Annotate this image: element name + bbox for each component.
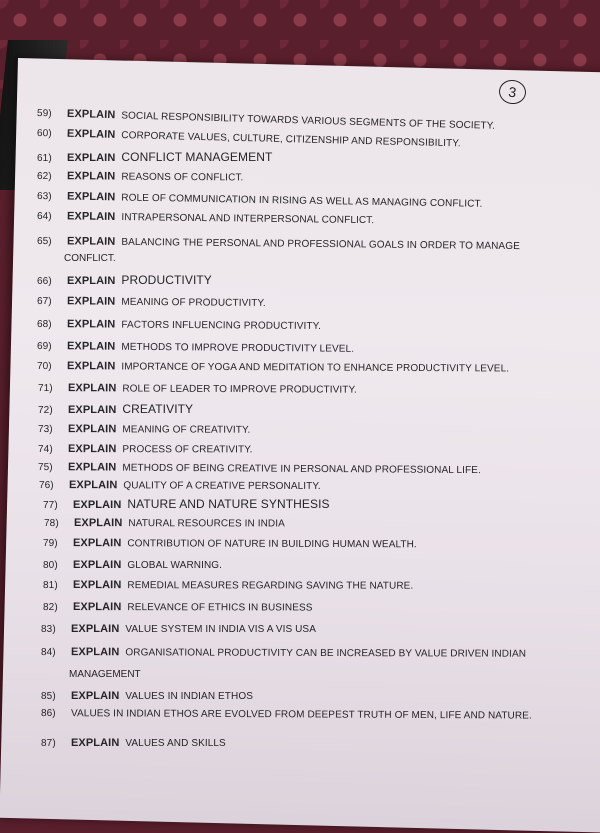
- item-text: IMPORTANCE OF YOGA AND MEDITATION TO ENHANCE PRODUCTIVITY LEVEL.: [121, 361, 510, 375]
- list-item: [44, 517, 285, 529]
- item-number: 78): [43, 518, 59, 530]
- list-item: [41, 690, 253, 702]
- item-number: 76): [38, 480, 54, 492]
- item-text: NATURAL RESOURCES IN INDIA: [128, 518, 285, 530]
- item-text: FACTORS INFLUENCING PRODUCTIVITY.: [121, 319, 322, 332]
- item-keyword: EXPLAIN: [67, 382, 117, 395]
- item-keyword: EXPLAIN: [73, 499, 122, 511]
- item-text: PROCESS OF CREATIVITY.: [122, 444, 253, 456]
- item-text: METHODS OF BEING CREATIVE IN PERSONAL AND PROFESSIONAL LIFE.: [122, 462, 481, 477]
- item-number: 79): [42, 538, 58, 550]
- list-item: [37, 170, 243, 183]
- list-item: [37, 295, 266, 309]
- page-number: 3: [497, 78, 527, 106]
- item-keyword: EXPLAIN: [66, 340, 116, 353]
- item-number: 59): [36, 108, 52, 120]
- item-number: 87): [41, 738, 56, 749]
- item-text: MEANING OF PRODUCTIVITY.: [121, 296, 266, 309]
- item-number: 73): [37, 424, 53, 436]
- item-keyword: EXPLAIN: [66, 360, 116, 373]
- list-item: [38, 461, 481, 476]
- item-text: NATURE AND NATURE SYNTHESIS: [127, 497, 330, 511]
- item-text: GLOBAL WARNING.: [127, 560, 223, 571]
- item-text: ORGANISATIONAL PRODUCTIVITY CAN BE INCREASED BY VALUE DRIVEN INDIAN: [125, 647, 527, 660]
- list-item: [38, 443, 253, 455]
- item-number: 77): [43, 500, 58, 511]
- item-keyword: EXPLAIN: [73, 559, 122, 571]
- item-keyword: EXPLAIN: [72, 579, 122, 592]
- item-text-continuation: MANAGEMENT: [69, 669, 141, 680]
- item-keyword: EXPLAIN: [66, 107, 116, 122]
- list-item: [43, 559, 222, 571]
- item-number: 70): [36, 361, 52, 373]
- list-item: [37, 318, 321, 332]
- item-number: 60): [36, 128, 52, 140]
- item-number: 64): [36, 211, 52, 223]
- item-text: RELEVANCE OF ETHICS IN BUSINESS: [127, 602, 313, 614]
- item-keyword: EXPLAIN: [66, 170, 116, 183]
- item-text: METHODS TO IMPROVE PRODUCTIVITY LEVEL.: [121, 341, 355, 355]
- list-item: [37, 150, 272, 164]
- list-item: [37, 360, 509, 374]
- item-number: 68): [36, 319, 52, 331]
- item-text: VALUES AND SKILLS: [125, 738, 226, 749]
- list-item: [37, 210, 374, 226]
- item-text: QUALITY OF A CREATIVE PERSONALITY.: [123, 480, 321, 492]
- list-item: [38, 423, 250, 436]
- item-keyword: EXPLAIN: [67, 423, 117, 436]
- item-keyword: EXPLAIN: [68, 404, 117, 416]
- item-number: 82): [42, 602, 58, 614]
- item-text: CONTRIBUTION OF NATURE IN BUILDING HUMAN WEALTH.: [127, 538, 417, 551]
- item-keyword: EXPLAIN: [71, 623, 120, 635]
- item-number: 81): [42, 580, 58, 592]
- list-item: [37, 190, 483, 210]
- item-keyword: EXPLAIN: [66, 295, 116, 308]
- item-text: SOCIAL RESPONSIBILITY TOWARDS VARIOUS SEGMENTS OF THE SOCIETY.: [121, 110, 496, 132]
- item-text: CORPORATE VALUES, CULTURE, CITIZENSHIP AND RESPONSIBILITY.: [121, 130, 461, 150]
- item-number: 86): [40, 708, 56, 720]
- item-keyword: EXPLAIN: [66, 210, 116, 223]
- item-number: 84): [40, 647, 56, 659]
- list-item: [43, 537, 417, 550]
- item-text: ROLE OF COMMUNICATION IN RISING AS WELL AS MANAGING CONFLICT.: [121, 192, 483, 210]
- item-text: INTRAPERSONAL AND INTERPERSONAL CONFLICT.: [121, 212, 375, 227]
- item-keyword: EXPLAIN: [67, 443, 117, 456]
- item-text: MEANING OF CREATIVITY.: [122, 424, 251, 436]
- item-text-continuation: CONFLICT.: [64, 253, 116, 264]
- item-number: 80): [43, 560, 58, 571]
- item-keyword: EXPLAIN: [66, 318, 116, 331]
- item-keyword: EXPLAIN: [73, 517, 123, 530]
- item-number: 65): [36, 236, 52, 248]
- item-keyword: EXPLAIN: [67, 461, 117, 474]
- list-item: [37, 235, 520, 252]
- item-text: BALANCING THE PERSONAL AND PROFESSIONAL GOALS IN ORDER TO MANAGE: [121, 236, 520, 253]
- list-item: [37, 340, 354, 355]
- item-keyword: EXPLAIN: [72, 537, 122, 550]
- item-number: 75): [37, 462, 53, 474]
- item-number: 67): [36, 296, 52, 308]
- item-keyword: EXPLAIN: [68, 479, 118, 492]
- item-keyword: EXPLAIN: [67, 275, 116, 287]
- list-item: [43, 579, 413, 592]
- list-item: [39, 479, 321, 492]
- list-item: [41, 623, 316, 635]
- item-number: 74): [37, 444, 53, 456]
- item-keyword: EXPLAIN: [66, 127, 116, 141]
- item-number: 72): [38, 405, 53, 416]
- list-item: [41, 708, 532, 722]
- item-keyword: EXPLAIN: [66, 235, 116, 248]
- item-number: 69): [36, 341, 52, 353]
- item-number: 63): [36, 191, 52, 203]
- item-text: REMEDIAL MEASURES REGARDING SAVING THE NATURE.: [127, 580, 414, 592]
- list-item: [37, 127, 461, 149]
- list-item: [43, 497, 330, 511]
- item-text: CONFLICT MANAGEMENT: [121, 150, 273, 164]
- item-keyword: EXPLAIN: [70, 646, 120, 659]
- item-text: ROLE OF LEADER TO IMPROVE PRODUCTIVITY.: [122, 383, 357, 396]
- item-number: 71): [37, 383, 53, 395]
- list-item: [43, 601, 313, 613]
- item-keyword: EXPLAIN: [71, 690, 120, 702]
- item-text: VALUE SYSTEM IN INDIA VIS A VIS USA: [125, 624, 316, 635]
- item-number: 85): [41, 691, 56, 702]
- item-keyword: EXPLAIN: [71, 737, 120, 749]
- item-text: REASONS OF CONFLICT.: [121, 171, 244, 184]
- list-item: [38, 402, 193, 416]
- item-text: VALUES IN INDIAN ETHOS ARE EVOLVED FROM DEEPEST TRUTH OF MEN, LIFE AND NATURE.: [70, 708, 532, 722]
- item-number: 61): [37, 153, 52, 164]
- item-number: 62): [36, 171, 52, 183]
- item-text: VALUES IN INDIAN ETHOS: [125, 691, 253, 702]
- item-keyword: EXPLAIN: [67, 152, 116, 164]
- item-text: CREATIVITY: [122, 402, 194, 416]
- list-item: [38, 382, 357, 396]
- item-keyword: EXPLAIN: [66, 190, 116, 204]
- list-item: [41, 737, 226, 749]
- item-keyword: EXPLAIN: [72, 601, 122, 614]
- item-text: PRODUCTIVITY: [121, 273, 212, 287]
- item-number: 66): [37, 276, 52, 287]
- list-item: [41, 646, 526, 660]
- list-item: [37, 273, 212, 287]
- item-number: 83): [41, 624, 56, 635]
